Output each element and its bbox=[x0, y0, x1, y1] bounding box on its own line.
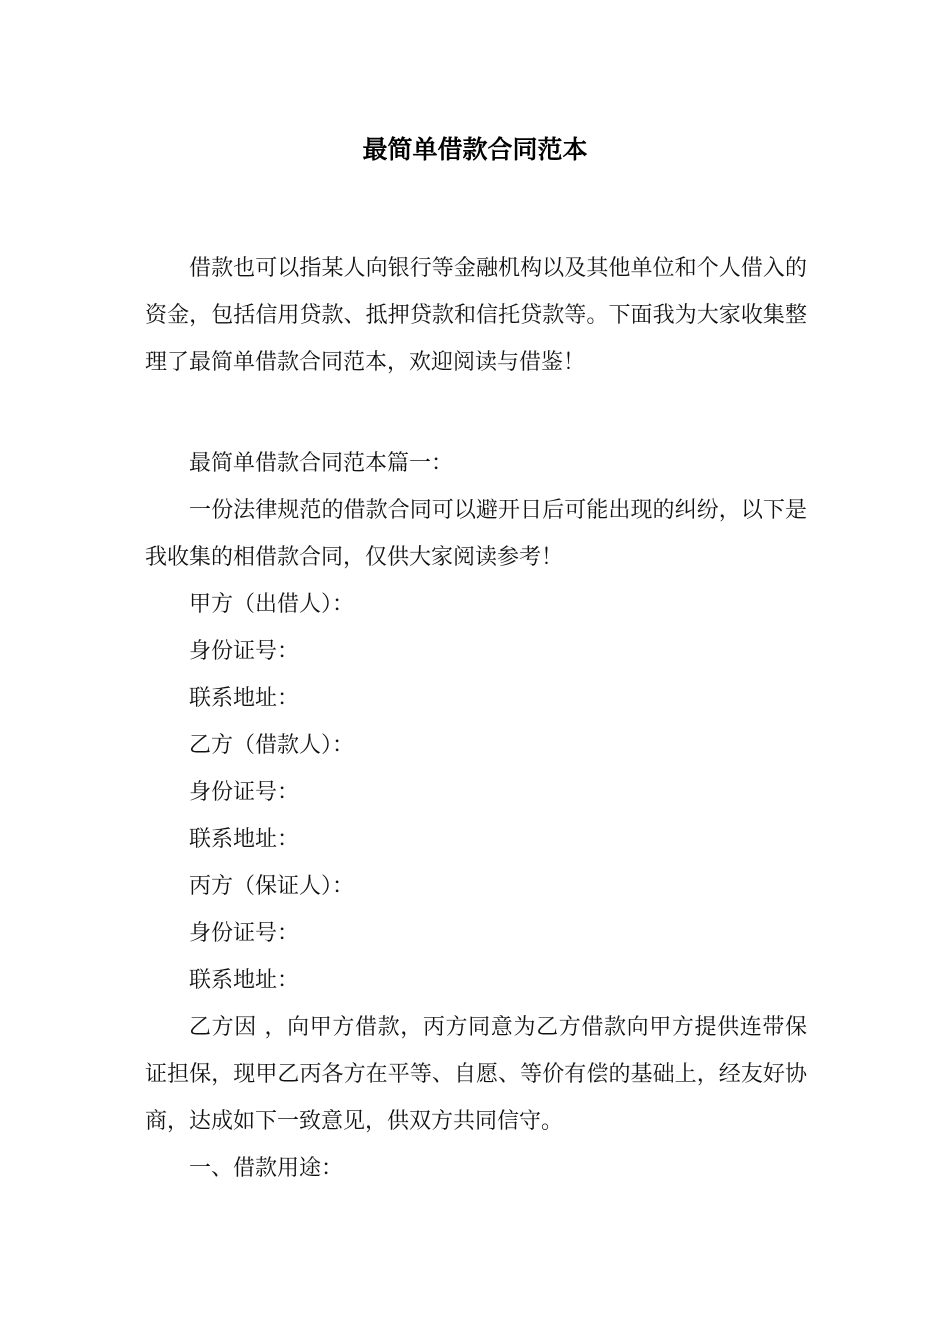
party-c-id-label: 身份证号： bbox=[189, 921, 300, 946]
party-a-label: 甲方（出借人）： bbox=[189, 592, 355, 617]
document-title: 最简单借款合同范本 bbox=[362, 135, 588, 164]
contract-body bbox=[145, 440, 807, 1192]
clause-1-heading: 一、借款用途： bbox=[189, 1156, 344, 1181]
party-b-id-label: 身份证号： bbox=[189, 780, 300, 805]
party-c-label: 丙方（保证人）： bbox=[189, 874, 355, 899]
party-c-address-label: 联系地址： bbox=[189, 968, 300, 993]
intro-paragraph: 借款也可以指某人向银行等金融机构以及其他单位和个人借入的资金，包括信用贷款、抵押贷款和信托贷款等。下面我为大家收集整理了最简单借款合同范本，欢迎阅读与借鉴！ bbox=[145, 256, 807, 375]
section-intro-paragraph: 一份法律规范的借款合同可以避开日后可能出现的纠纷，以下是我收集的相借款合同，仅供大家阅读参考！ bbox=[145, 498, 807, 570]
section-heading: 最简单借款合同范本篇一： bbox=[189, 451, 454, 476]
party-a-id-label: 身份证号： bbox=[189, 639, 300, 664]
party-b-address-label: 联系地址： bbox=[189, 827, 300, 852]
party-b-label: 乙方（借款人）： bbox=[189, 733, 355, 758]
party-a-address-label: 联系地址： bbox=[189, 686, 300, 711]
intro-block bbox=[145, 245, 807, 386]
agreement-paragraph: 乙方因 ，向甲方借款，丙方同意为乙方借款向甲方提供连带保证担保，现甲乙丙各方在平等、自愿、等价有偿的基础上，经友好协商，达成如下一致意见，供双方共同信守。 bbox=[145, 1015, 807, 1134]
